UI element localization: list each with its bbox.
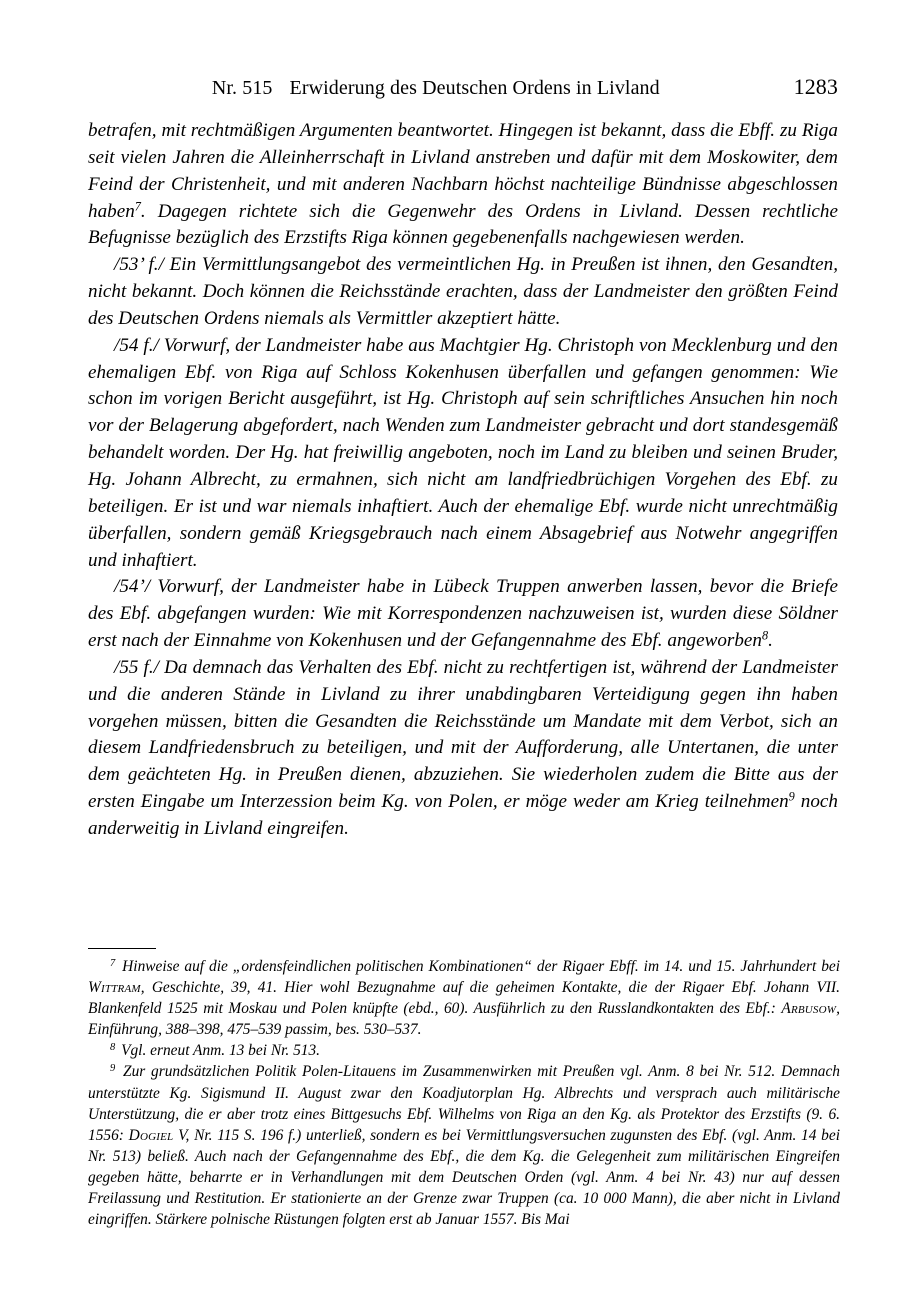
footnote-number: 9: [110, 1063, 116, 1075]
footnote: [88, 1061, 840, 1230]
footnote-text: V, Nr. 115 S. 196 f.) unterließ, sondern es bei Vermittlungsversuchen zugunsten des Ebf. (vgl. Anm. 14 bei Nr. 513) beließ. Auch nach der Gefangennahme des Ebf., die dem Kg. die Gelegenheit zum militärischen Eingreifen gegeben hätte, beharrte er in Verhandlungen mit dem Deutschen Orden (vgl. Anm. 4 bei Nr. 43) nur auf dessen Freilassung und Restitution. Er stationierte an der Grenze zwar Truppen (ca. 10 000 Mann), die aber nicht in Livland eingriffen. Stärkere polnische Rüstungen folgten erst ab Januar 1557. Bis Mai: [88, 1126, 840, 1229]
folio-marker: /54’/: [114, 576, 151, 598]
footnote-list: [88, 956, 840, 1230]
paragraph-text: Ein Vermittlungsangebot des vermeintlichen Hg. in Preußen ist ihnen, den Gesandten, nicht bekannt. Doch können die Reichsstände erachten, dass der Landmeister den größten Feind des Deutschen Ordens niemals als Vermittler akzeptiert hätte.: [88, 254, 838, 329]
body-paragraph: [88, 655, 838, 843]
body-paragraph: [88, 118, 838, 252]
footnote-number: 7: [110, 957, 116, 969]
paragraph-text: noch anderweitig in Livland eingreifen.: [88, 791, 838, 839]
body-paragraph: [88, 252, 838, 333]
footnote-number: 8: [110, 1042, 116, 1054]
running-head-title-group: [88, 77, 794, 100]
footnote-text: Zur grundsätzlichen Politik Polen-Litauens im Zusammenwirken mit Preußen vgl. Anm. 8 bei Nr. 512. Demnach unterstützte Kg. Sigismund II. August zwar den Koadjutorplan Hg. Albrechts und versprach auch militärische Unterstützung, die er aber trotz eines Bittgesuchs Ebf. Wilhelms von Riga an den Kg. als Protektor des Erzstifts (9. 6. 1556:: [88, 1063, 840, 1144]
footnote-reference[interactable]: 8: [761, 628, 769, 643]
footnote-reference[interactable]: 7: [134, 199, 141, 214]
paragraph-text: Vorwurf, der Landmeister habe in Lübeck Truppen anwerben lassen, bevor die Briefe des Ebf. abgefangen wurden: Wie mit Korrespondenzen nachzuweisen ist, wurden diese Söldner erst nach der Einnahme von Kokenhusen und der Gefangennahme des Ebf. angeworben: [88, 576, 838, 652]
body-paragraph: [88, 574, 838, 655]
body-paragraph: [88, 333, 838, 575]
folio-marker: /55 f./: [114, 656, 159, 678]
footnote-section: [88, 948, 840, 1230]
footnote-text: , Geschichte, 39, 41. Hier wohl Bezugnahme auf die geheimen Kontakte, die der Rigaer Ebf. Johann VII. Blankenfeld 1525 mit Moskau und Polen knüpfte (ebd., 60). Ausführlich zu den Russlandkontakten des Ebf.:: [88, 979, 840, 1018]
running-head-document-number: Nr. 515: [211, 77, 273, 99]
body-text: [88, 118, 838, 843]
paragraph-text: .: [768, 630, 773, 652]
running-head: [88, 74, 838, 100]
footnote: [88, 1040, 840, 1061]
footnote-author-name: Arbusow: [781, 1000, 837, 1018]
footnote: [88, 956, 840, 1040]
page-number: 1283: [793, 74, 838, 99]
footnote-author-name: Wittram: [88, 979, 141, 997]
paragraph-text: betrafen, mit rechtmäßigen Argumenten beantwortet. Hingegen ist bekannt, dass die Ebff. zu Riga seit vielen Jahren die Alleinherrschaft in Livland anstreben und dafür mit dem Moskowiter, dem Feind der Christenheit, und mit anderen Nachbarn höchst nachteilige Bündnisse abgeschlossen haben: [88, 120, 838, 222]
footnote-author-name: Dogiel: [128, 1126, 174, 1144]
footnote-reference[interactable]: 9: [788, 789, 795, 804]
footnote-text: Vgl. erneut Anm. 13 bei Nr. 513.: [117, 1042, 321, 1060]
footnote-separator-rule: [88, 948, 156, 949]
paragraph-text: . Dagegen richtete sich die Gegenwehr des Ordens in Livland. Dessen rechtliche Befugnisse bezüglich des Erzstifts Riga können gegebenenfalls nachgewiesen werden.: [88, 200, 838, 249]
running-head-title: Erwiderung des Deutschen Ordens in Livland: [289, 77, 660, 99]
footnote-text: Hinweise auf die „ordensfeindlichen politischen Kombinationen“ der Rigaer Ebff. im 14. und 15. Jahrhundert bei: [117, 958, 840, 975]
folio-marker: /54 f./: [114, 334, 159, 356]
paragraph-text: Da demnach das Verhalten des Ebf. nicht zu rechtfertigen ist, während der Landmeister und die anderen Stände in Livland zu ihrer unabdingbaren Verteidigung gegen ihn haben vorgehen müssen, bitten die Gesandten die Reichsstände um Mandate mit dem Verbot, sich an diesem Landfriedensbruch zu beteiligen, und mit der Aufforderung, alle Untertanen, die unter dem geächteten Hg. in Preußen dienen, abzuziehen. Sie wiederholen zudem die Bitte aus der ersten Eingabe um Interzession beim Kg. von Polen, er möge weder am Krieg teilnehmen: [88, 656, 838, 813]
footnote-text: , Einführung, 388–398, 475–539 passim, bes. 530–537.: [88, 1000, 840, 1039]
paragraph-text: Vorwurf, der Landmeister habe aus Machtgier Hg. Christoph von Mecklenburg und den ehemaligen Ebf. von Riga auf Schloss Kokenhusen überfallen und gefangen genommen: Wie schon im vorigen Bericht ausgeführt, ist Hg. Christoph auf sein schriftliches Ansuchen hin noch vor der Belagerung abgefordert, nach Wenden zum Landmeister gebracht und dort standesgemäß behandelt worden. Der Hg. hat freiwillig angeboten, noch im Land zu bleiben und seinen Bruder, Hg. Johann Albrecht, zu ermahnen, sich nicht am landfriedbrüchigen Vorgehen des Ebf. zu beteiligen. Er ist und war niemals inhaftiert. Auch der ehemalige Ebf. wurde nicht unrechtmäßig überfallen, sondern gemäß Kriegsgebrauch nach einem Absagebrief aus Notwehr angegriffen und inhaftiert.: [88, 334, 838, 571]
folio-marker: /53’ f./: [114, 254, 164, 276]
